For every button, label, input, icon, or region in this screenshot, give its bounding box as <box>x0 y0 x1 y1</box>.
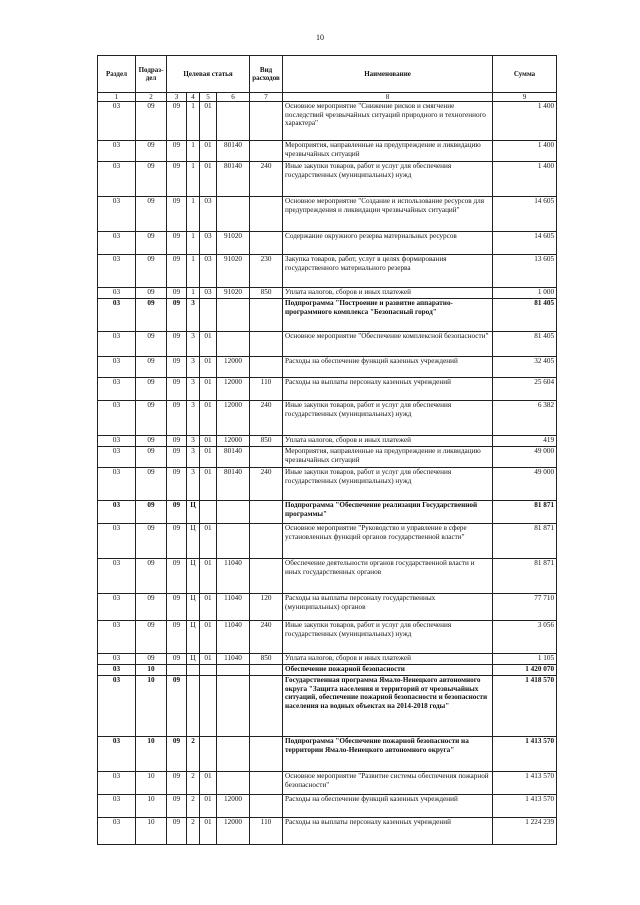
table-row <box>98 255 557 288</box>
cell-sum: 32 405 <box>493 357 557 378</box>
header-expense-type: Вид расходов <box>250 56 283 93</box>
cell-name: Мероприятия, направленные на предупреждение и ликвидацию чрезвычайных ситуаций <box>283 447 493 468</box>
cell-direction: 80140 <box>217 141 250 162</box>
cell-event: 01 <box>200 357 217 378</box>
table-row <box>98 524 557 559</box>
cell-sum: 77 710 <box>493 594 557 621</box>
cell-event <box>200 676 217 737</box>
cell-subprogram: 1 <box>187 232 200 255</box>
cell-sum: 1 105 <box>493 654 557 665</box>
cell-name: Иные закупки товаров, работ и услуг для обеспечения государственных (муниципальных) нужд <box>283 621 493 654</box>
cell-subsection: 09 <box>136 436 167 447</box>
cell-subsection: 09 <box>136 299 167 332</box>
cell-name: Расходы на выплаты персоналу государственных (муниципальных) органов <box>283 594 493 621</box>
cell-name: Уплата налогов, сборов и иных платежей <box>283 288 493 299</box>
cell-expense-type <box>250 447 283 468</box>
cell-name: Содержание окружного резерва материальных ресурсов <box>283 232 493 255</box>
column-number: 8 <box>283 93 493 102</box>
cell-event: 01 <box>200 524 217 559</box>
cell-expense-type <box>250 299 283 332</box>
cell-program: 09 <box>167 288 187 299</box>
cell-name: Подпрограмма "Построение и развитие аппаратно-программного комплекса "Безопасный город" <box>283 299 493 332</box>
cell-expense-type <box>250 332 283 357</box>
cell-subprogram: 3 <box>187 378 200 401</box>
cell-name: Уплата налогов, сборов и иных платежей <box>283 654 493 665</box>
cell-name: Расходы на выплаты персоналу казенных учреждений <box>283 378 493 401</box>
cell-subsection: 09 <box>136 232 167 255</box>
cell-subprogram: 3 <box>187 401 200 436</box>
cell-program: 09 <box>167 102 187 141</box>
cell-direction: 11040 <box>217 594 250 621</box>
cell-program: 09 <box>167 255 187 288</box>
cell-program: 09 <box>167 447 187 468</box>
cell-direction <box>217 665 250 676</box>
cell-subprogram: 3 <box>187 332 200 357</box>
cell-direction <box>217 737 250 772</box>
table-row <box>98 436 557 447</box>
cell-subsection: 09 <box>136 468 167 501</box>
cell-program: 09 <box>167 436 187 447</box>
cell-direction: 11040 <box>217 559 250 594</box>
cell-direction <box>217 676 250 737</box>
cell-subprogram: Ц <box>187 594 200 621</box>
cell-event: 03 <box>200 288 217 299</box>
cell-event: 01 <box>200 621 217 654</box>
column-number: 9 <box>493 93 557 102</box>
cell-program: 09 <box>167 594 187 621</box>
cell-subsection: 10 <box>136 795 167 818</box>
cell-sum: 1 000 <box>493 288 557 299</box>
cell-subsection: 10 <box>136 818 167 845</box>
cell-subsection: 09 <box>136 501 167 524</box>
cell-name: Расходы на обеспечение функций казенных учреждений <box>283 795 493 818</box>
cell-event <box>200 665 217 676</box>
cell-direction: 91020 <box>217 288 250 299</box>
cell-subprogram: 3 <box>187 468 200 501</box>
cell-direction: 12000 <box>217 357 250 378</box>
cell-subsection: 09 <box>136 654 167 665</box>
cell-subsection: 09 <box>136 332 167 357</box>
cell-expense-type <box>250 559 283 594</box>
cell-program: 09 <box>167 676 187 737</box>
cell-program: 09 <box>167 621 187 654</box>
cell-program <box>167 665 187 676</box>
cell-expense-type: 110 <box>250 818 283 845</box>
cell-name: Подпрограмма "Обеспечение реализации Государственной программы" <box>283 501 493 524</box>
cell-program: 09 <box>167 299 187 332</box>
cell-section: 03 <box>98 255 136 288</box>
cell-sum: 6 382 <box>493 401 557 436</box>
cell-sum: 1 413 570 <box>493 772 557 795</box>
cell-program: 09 <box>167 162 187 197</box>
cell-subsection: 10 <box>136 665 167 676</box>
cell-subprogram: Ц <box>187 654 200 665</box>
cell-section: 03 <box>98 621 136 654</box>
cell-event: 01 <box>200 559 217 594</box>
table-row <box>98 357 557 378</box>
cell-direction: 80140 <box>217 447 250 468</box>
cell-event: 01 <box>200 818 217 845</box>
cell-subprogram: Ц <box>187 501 200 524</box>
cell-subsection: 09 <box>136 102 167 141</box>
table-row <box>98 378 557 401</box>
column-number: 1 <box>98 93 136 102</box>
cell-sum: 1 400 <box>493 102 557 141</box>
cell-sum: 81 405 <box>493 332 557 357</box>
cell-name: Основное мероприятие "Создание и использование ресурсов для предупреждения и ликвидации чрезвычайных ситуаций" <box>283 197 493 232</box>
cell-name: Уплата налогов, сборов и иных платежей <box>283 436 493 447</box>
cell-name: Основное мероприятие "Снижение рисков и смягчение последствий чрезвычайных ситуаций природного и техногенного характера" <box>283 102 493 141</box>
cell-program: 09 <box>167 654 187 665</box>
cell-expense-type <box>250 665 283 676</box>
cell-expense-type: 850 <box>250 288 283 299</box>
cell-subsection: 09 <box>136 594 167 621</box>
cell-sum: 81 871 <box>493 501 557 524</box>
column-number-row <box>98 93 557 102</box>
cell-sum: 1 400 <box>493 141 557 162</box>
table-row <box>98 332 557 357</box>
cell-section: 03 <box>98 501 136 524</box>
table-row <box>98 501 557 524</box>
header-sum: Сумма <box>493 56 557 93</box>
cell-event: 01 <box>200 401 217 436</box>
cell-expense-type <box>250 141 283 162</box>
cell-event <box>200 501 217 524</box>
cell-name: Закупка товаров, работ, услуг в целях формирования государственного материального резерва <box>283 255 493 288</box>
table-row <box>98 559 557 594</box>
cell-sum: 49 000 <box>493 447 557 468</box>
cell-program: 09 <box>167 332 187 357</box>
cell-expense-type: 850 <box>250 436 283 447</box>
cell-section: 03 <box>98 559 136 594</box>
cell-section: 03 <box>98 299 136 332</box>
table-row <box>98 102 557 141</box>
cell-expense-type: 850 <box>250 654 283 665</box>
cell-subsection: 09 <box>136 401 167 436</box>
cell-event: 01 <box>200 447 217 468</box>
cell-subsection: 09 <box>136 197 167 232</box>
cell-event: 01 <box>200 102 217 141</box>
cell-direction: 12000 <box>217 436 250 447</box>
cell-event <box>200 737 217 772</box>
cell-name: Мероприятия, направленные на предупреждение и ликвидацию чрезвычайных ситуаций <box>283 141 493 162</box>
cell-sum: 1 413 570 <box>493 795 557 818</box>
cell-name: Основное мероприятие "Руководство и управление в сфере установленных функций органов государственной власти" <box>283 524 493 559</box>
cell-section: 03 <box>98 288 136 299</box>
cell-direction: 11040 <box>217 621 250 654</box>
table-row <box>98 795 557 818</box>
cell-section: 03 <box>98 818 136 845</box>
table-row <box>98 447 557 468</box>
cell-sum: 1 224 239 <box>493 818 557 845</box>
cell-expense-type: 230 <box>250 255 283 288</box>
cell-program: 09 <box>167 401 187 436</box>
header-name: Наименование <box>283 56 493 93</box>
cell-section: 03 <box>98 332 136 357</box>
cell-expense-type <box>250 795 283 818</box>
cell-section: 03 <box>98 232 136 255</box>
cell-expense-type: 120 <box>250 594 283 621</box>
cell-section: 03 <box>98 654 136 665</box>
cell-event: 01 <box>200 162 217 197</box>
cell-event: 01 <box>200 332 217 357</box>
cell-sum: 81 405 <box>493 299 557 332</box>
cell-section: 03 <box>98 447 136 468</box>
cell-section: 03 <box>98 141 136 162</box>
cell-section: 03 <box>98 795 136 818</box>
table-row <box>98 772 557 795</box>
cell-sum: 1 413 570 <box>493 737 557 772</box>
cell-expense-type: 240 <box>250 162 283 197</box>
cell-direction: 12000 <box>217 401 250 436</box>
cell-event: 03 <box>200 255 217 288</box>
cell-subprogram: 2 <box>187 818 200 845</box>
page-number: 10 <box>316 33 324 42</box>
cell-subprogram: 3 <box>187 436 200 447</box>
cell-direction <box>217 102 250 141</box>
cell-direction: 91020 <box>217 232 250 255</box>
table-row <box>98 818 557 845</box>
cell-sum: 1 418 570 <box>493 676 557 737</box>
cell-name: Расходы на выплаты персоналу казенных учреждений <box>283 818 493 845</box>
cell-subprogram: 3 <box>187 299 200 332</box>
cell-direction: 80140 <box>217 162 250 197</box>
cell-sum: 1 420 070 <box>493 665 557 676</box>
cell-program: 09 <box>167 772 187 795</box>
table-row <box>98 141 557 162</box>
cell-subprogram: 1 <box>187 288 200 299</box>
cell-section: 03 <box>98 401 136 436</box>
table-row <box>98 665 557 676</box>
cell-subsection: 09 <box>136 288 167 299</box>
cell-subsection: 09 <box>136 378 167 401</box>
cell-expense-type: 240 <box>250 401 283 436</box>
cell-sum: 81 871 <box>493 524 557 559</box>
cell-subprogram <box>187 665 200 676</box>
cell-program: 09 <box>167 524 187 559</box>
cell-program: 09 <box>167 141 187 162</box>
cell-expense-type <box>250 232 283 255</box>
cell-section: 03 <box>98 737 136 772</box>
cell-name: Обеспечение деятельности органов государственной власти и иных государственных органов <box>283 559 493 594</box>
cell-program: 09 <box>167 501 187 524</box>
table-row <box>98 197 557 232</box>
cell-section: 03 <box>98 357 136 378</box>
cell-section: 03 <box>98 468 136 501</box>
table-row <box>98 654 557 665</box>
column-number: 4 <box>187 93 200 102</box>
cell-program: 09 <box>167 357 187 378</box>
cell-subsection: 09 <box>136 255 167 288</box>
cell-subsection: 10 <box>136 676 167 737</box>
table-row <box>98 401 557 436</box>
cell-event: 01 <box>200 468 217 501</box>
cell-subsection: 09 <box>136 141 167 162</box>
cell-subprogram <box>187 676 200 737</box>
table-row <box>98 468 557 501</box>
cell-sum: 419 <box>493 436 557 447</box>
table-row <box>98 594 557 621</box>
header-subsection: Подраз- дел <box>136 56 167 93</box>
cell-program: 09 <box>167 232 187 255</box>
column-number: 2 <box>136 93 167 102</box>
cell-event <box>200 299 217 332</box>
header-section: Раздел <box>98 56 136 93</box>
cell-subsection: 09 <box>136 524 167 559</box>
table-row <box>98 676 557 737</box>
cell-section: 03 <box>98 162 136 197</box>
cell-event: 01 <box>200 594 217 621</box>
cell-event: 01 <box>200 795 217 818</box>
cell-name: Государственная программа Ямало-Ненецкого автономного округа "Защита населения и территорий от чрезвычайных ситуаций, обеспечение пожарной безопасности и безопасности населения на водных объектах на 2014-2018 годы" <box>283 676 493 737</box>
header-target: Целевая статья <box>167 56 250 93</box>
cell-name: Основное мероприятие "Развитие системы обеспечения пожарной безопасности" <box>283 772 493 795</box>
cell-expense-type <box>250 772 283 795</box>
cell-subsection: 09 <box>136 621 167 654</box>
cell-subprogram: 2 <box>187 737 200 772</box>
cell-subprogram: Ц <box>187 524 200 559</box>
cell-name: Подпрограмма "Обеспечение пожарной безопасности на территории Ямало-Ненецкого автономного округа" <box>283 737 493 772</box>
cell-subsection: 10 <box>136 772 167 795</box>
cell-section: 03 <box>98 197 136 232</box>
cell-expense-type: 240 <box>250 621 283 654</box>
cell-event: 01 <box>200 378 217 401</box>
cell-expense-type <box>250 524 283 559</box>
cell-sum: 14 605 <box>493 197 557 232</box>
cell-direction <box>217 524 250 559</box>
table-row <box>98 299 557 332</box>
cell-subprogram: 1 <box>187 197 200 232</box>
cell-expense-type <box>250 102 283 141</box>
cell-sum: 81 871 <box>493 559 557 594</box>
cell-expense-type <box>250 501 283 524</box>
cell-sum: 3 056 <box>493 621 557 654</box>
cell-direction: 12000 <box>217 795 250 818</box>
cell-subprogram: 1 <box>187 255 200 288</box>
cell-direction: 91020 <box>217 255 250 288</box>
table-row <box>98 162 557 197</box>
table-row <box>98 621 557 654</box>
cell-subsection: 09 <box>136 447 167 468</box>
column-number: 7 <box>250 93 283 102</box>
cell-expense-type <box>250 737 283 772</box>
cell-event: 01 <box>200 772 217 795</box>
cell-expense-type: 240 <box>250 468 283 501</box>
cell-subprogram: 2 <box>187 772 200 795</box>
cell-section: 03 <box>98 524 136 559</box>
cell-expense-type <box>250 197 283 232</box>
cell-sum: 25 604 <box>493 378 557 401</box>
cell-sum: 14 605 <box>493 232 557 255</box>
cell-direction <box>217 197 250 232</box>
column-number: 3 <box>167 93 187 102</box>
cell-direction: 12000 <box>217 818 250 845</box>
cell-name: Иные закупки товаров, работ и услуг для обеспечения государственных (муниципальных) нужд <box>283 401 493 436</box>
cell-subsection: 09 <box>136 559 167 594</box>
cell-subprogram: Ц <box>187 559 200 594</box>
cell-event: 01 <box>200 436 217 447</box>
cell-subprogram: 3 <box>187 357 200 378</box>
cell-name: Иные закупки товаров, работ и услуг для обеспечения государственных (муниципальных) нужд <box>283 162 493 197</box>
table-row <box>98 232 557 255</box>
cell-sum: 49 000 <box>493 468 557 501</box>
cell-subsection: 10 <box>136 737 167 772</box>
budget-table <box>97 55 557 845</box>
cell-program: 09 <box>167 197 187 232</box>
column-number: 5 <box>200 93 217 102</box>
column-number: 6 <box>217 93 250 102</box>
cell-name: Иные закупки товаров, работ и услуг для обеспечения государственных (муниципальных) нужд <box>283 468 493 501</box>
cell-section: 03 <box>98 594 136 621</box>
cell-event: 03 <box>200 197 217 232</box>
table-row <box>98 288 557 299</box>
cell-expense-type <box>250 357 283 378</box>
cell-subprogram: 2 <box>187 795 200 818</box>
cell-section: 03 <box>98 676 136 737</box>
cell-direction <box>217 772 250 795</box>
cell-event: 01 <box>200 654 217 665</box>
cell-subprogram: 3 <box>187 447 200 468</box>
cell-section: 03 <box>98 436 136 447</box>
cell-direction <box>217 299 250 332</box>
cell-program: 09 <box>167 468 187 501</box>
cell-program: 09 <box>167 737 187 772</box>
cell-subsection: 09 <box>136 357 167 378</box>
cell-subprogram: 1 <box>187 141 200 162</box>
cell-direction: 11040 <box>217 654 250 665</box>
cell-program: 09 <box>167 795 187 818</box>
cell-direction: 80140 <box>217 468 250 501</box>
cell-direction: 12000 <box>217 378 250 401</box>
cell-subprogram: Ц <box>187 621 200 654</box>
cell-expense-type <box>250 676 283 737</box>
cell-subprogram: 1 <box>187 162 200 197</box>
cell-direction <box>217 332 250 357</box>
cell-section: 03 <box>98 378 136 401</box>
cell-subsection: 09 <box>136 162 167 197</box>
cell-program: 09 <box>167 818 187 845</box>
cell-subprogram: 1 <box>187 102 200 141</box>
cell-section: 03 <box>98 772 136 795</box>
cell-section: 03 <box>98 665 136 676</box>
cell-name: Расходы на обеспечение функций казенных учреждений <box>283 357 493 378</box>
header-row <box>98 56 557 93</box>
cell-section: 03 <box>98 102 136 141</box>
cell-event: 01 <box>200 141 217 162</box>
cell-program: 09 <box>167 378 187 401</box>
cell-name: Основное мероприятие "Обеспечение комплексной безопасности" <box>283 332 493 357</box>
cell-name: Обеспечение пожарной безопасности <box>283 665 493 676</box>
cell-sum: 1 400 <box>493 162 557 197</box>
table-row <box>98 737 557 772</box>
cell-expense-type: 110 <box>250 378 283 401</box>
cell-sum: 13 605 <box>493 255 557 288</box>
cell-program: 09 <box>167 559 187 594</box>
cell-event: 03 <box>200 232 217 255</box>
cell-direction <box>217 501 250 524</box>
